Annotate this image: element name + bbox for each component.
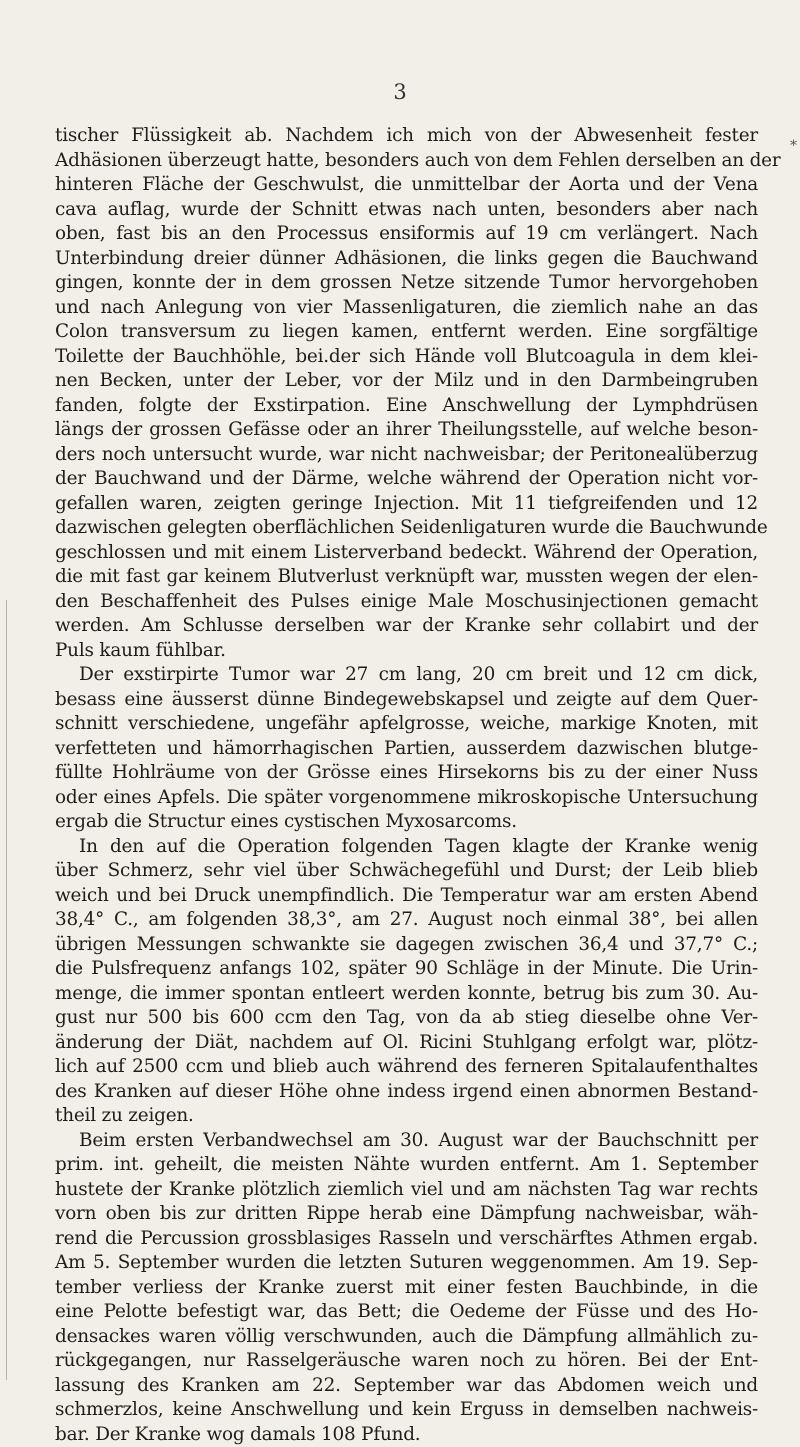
text-line: den Beschaffenheit des Pulses einige Male Moschusinjectionen gemacht xyxy=(55,590,758,615)
text-line: oben, fast bis an den Processus ensiformis auf 19 cm verlängert. Nach xyxy=(55,222,758,247)
text-line: densackes waren völlig verschwunden, auch die Dämpfung allmählich zu- xyxy=(55,1325,758,1350)
text-line: vorn oben bis zur dritten Rippe herab eine Dämpfung nachweisbar, wäh- xyxy=(55,1202,758,1227)
text-line: rend die Percussion grossblasiges Rasseln und verschärftes Athmen ergab. xyxy=(55,1227,758,1252)
text-line: bar. Der Kranke wog damals 108 Pfund. xyxy=(55,1423,758,1447)
text-line: über Schmerz, sehr viel über Schwächegefühl und Durst; der Leib blieb xyxy=(55,859,758,884)
text-line: werden. Am Schlusse derselben war der Kranke sehr collabirt und der xyxy=(55,614,758,639)
text-line: und nach Anlegung von vier Massenligaturen, die ziemlich nahe an das xyxy=(55,296,758,321)
text-line: füllte Hohlräume von der Grösse eines Hirsekorns bis zu der einer Nuss xyxy=(55,761,758,786)
text-line: gefallen waren, zeigten geringe Injection. Mit 11 tiefgreifenden und 12 xyxy=(55,492,758,517)
text-line: tischer Flüssigkeit ab. Nachdem ich mich von der Abwesenheit fester xyxy=(55,124,758,149)
page-number: 3 xyxy=(0,80,800,104)
text-line: übrigen Messungen schwankte sie dagegen zwischen 36,4 und 37,7° C.; xyxy=(55,933,758,958)
text-line: In den auf die Operation folgenden Tagen klagte der Kranke wenig xyxy=(55,835,758,860)
text-line: 38,4° C., am folgenden 38,3°, am 27. August noch einmal 38°, bei allen xyxy=(55,908,758,933)
text-line: weich und bei Druck unempfindlich. Die Temperatur war am ersten Abend xyxy=(55,884,758,909)
text-line: schmerzlos, keine Anschwellung und kein Erguss in demselben nachweis- xyxy=(55,1398,758,1423)
text-line: Der exstirpirte Tumor war 27 cm lang, 20 cm breit und 12 cm dick, xyxy=(55,663,758,688)
text-line: geschlossen und mit einem Listerverband bedeckt. Während der Operation, xyxy=(55,541,758,566)
text-line: Adhäsionen überzeugt hatte, besonders auch von dem Fehlen derselben an der xyxy=(55,149,758,174)
text-line: ergab die Structur eines cystischen Myxosarcoms. xyxy=(55,810,758,835)
text-line: der Bauchwand und der Därme, welche während der Operation nicht vor- xyxy=(55,467,758,492)
text-line: schnitt verschiedene, ungefähr apfelgrosse, weiche, markige Knoten, mit xyxy=(55,712,758,737)
text-line: Unterbindung dreier dünner Adhäsionen, die links gegen die Bauchwand xyxy=(55,247,758,272)
text-line: änderung der Diät, nachdem auf Ol. Ricini Stuhlgang erfolgt war, plötz- xyxy=(55,1031,758,1056)
body-text xyxy=(55,124,758,1447)
page-edge-shadow xyxy=(6,600,7,1380)
text-line: Puls kaum fühlbar. xyxy=(55,639,758,664)
text-line: tember verliess der Kranke zuerst mit einer festen Bauchbinde, in die xyxy=(55,1276,758,1301)
text-line: verfetteten und hämorrhagischen Partien, ausserdem dazwischen blutge- xyxy=(55,737,758,762)
text-line: fanden, folgte der Exstirpation. Eine Anschwellung der Lymphdrüsen xyxy=(55,394,758,419)
text-line: nen Becken, unter der Leber, vor der Milz und in den Darmbeingruben xyxy=(55,369,758,394)
text-line: des Kranken auf dieser Höhe ohne indess irgend einen abnormen Bestand- xyxy=(55,1080,758,1105)
text-line: oder eines Apfels. Die später vorgenommene mikroskopische Untersuchung xyxy=(55,786,758,811)
margin-mark: * xyxy=(790,138,797,154)
text-line: die Pulsfrequenz anfangs 102, später 90 Schläge in der Minute. Die Urin- xyxy=(55,957,758,982)
text-line: Colon transversum zu liegen kamen, entfernt werden. Eine sorgfältige xyxy=(55,320,758,345)
text-line: Beim ersten Verbandwechsel am 30. August war der Bauchschnitt per xyxy=(55,1129,758,1154)
text-line: menge, die immer spontan entleert werden konnte, betrug bis zum 30. Au- xyxy=(55,982,758,1007)
text-line: gust nur 500 bis 600 ccm den Tag, von da ab stieg dieselbe ohne Ver- xyxy=(55,1006,758,1031)
text-line: lassung des Kranken am 22. September war das Abdomen weich und xyxy=(55,1374,758,1399)
text-line: besass eine äusserst dünne Bindegewebskapsel und zeigte auf dem Quer- xyxy=(55,688,758,713)
text-line: die mit fast gar keinem Blutverlust verknüpft war, mussten wegen der elen- xyxy=(55,565,758,590)
text-line: cava auflag, wurde der Schnitt etwas nach unten, besonders aber nach xyxy=(55,198,758,223)
text-line: eine Pelotte befestigt war, das Bett; die Oedeme der Füsse und des Ho- xyxy=(55,1300,758,1325)
text-line: hustete der Kranke plötzlich ziemlich viel und am nächsten Tag war rechts xyxy=(55,1178,758,1203)
text-line: hinteren Fläche der Geschwulst, die unmittelbar der Aorta und der Vena xyxy=(55,173,758,198)
text-line: ders noch untersucht wurde, war nicht nachweisbar; der Peritonealüberzug xyxy=(55,443,758,468)
text-line: längs der grossen Gefässe oder an ihrer Theilungsstelle, auf welche beson- xyxy=(55,418,758,443)
text-line: lich auf 2500 ccm und blieb auch während des ferneren Spitalaufenthaltes xyxy=(55,1055,758,1080)
text-line: gingen, konnte der in dem grossen Netze sitzende Tumor hervorgehoben xyxy=(55,271,758,296)
text-line: dazwischen gelegten oberflächlichen Seidenligaturen wurde die Bauchwunde xyxy=(55,516,758,541)
text-line: theil zu zeigen. xyxy=(55,1104,758,1129)
text-line: Toilette der Bauchhöhle, bei.der sich Hände voll Blutcoagula in dem klei- xyxy=(55,345,758,370)
text-line: Am 5. September wurden die letzten Suturen weggenommen. Am 19. Sep- xyxy=(55,1251,758,1276)
text-line: rückgegangen, nur Rasselgeräusche waren noch zu hören. Bei der Ent- xyxy=(55,1349,758,1374)
text-line: prim. int. geheilt, die meisten Nähte wurden entfernt. Am 1. September xyxy=(55,1153,758,1178)
